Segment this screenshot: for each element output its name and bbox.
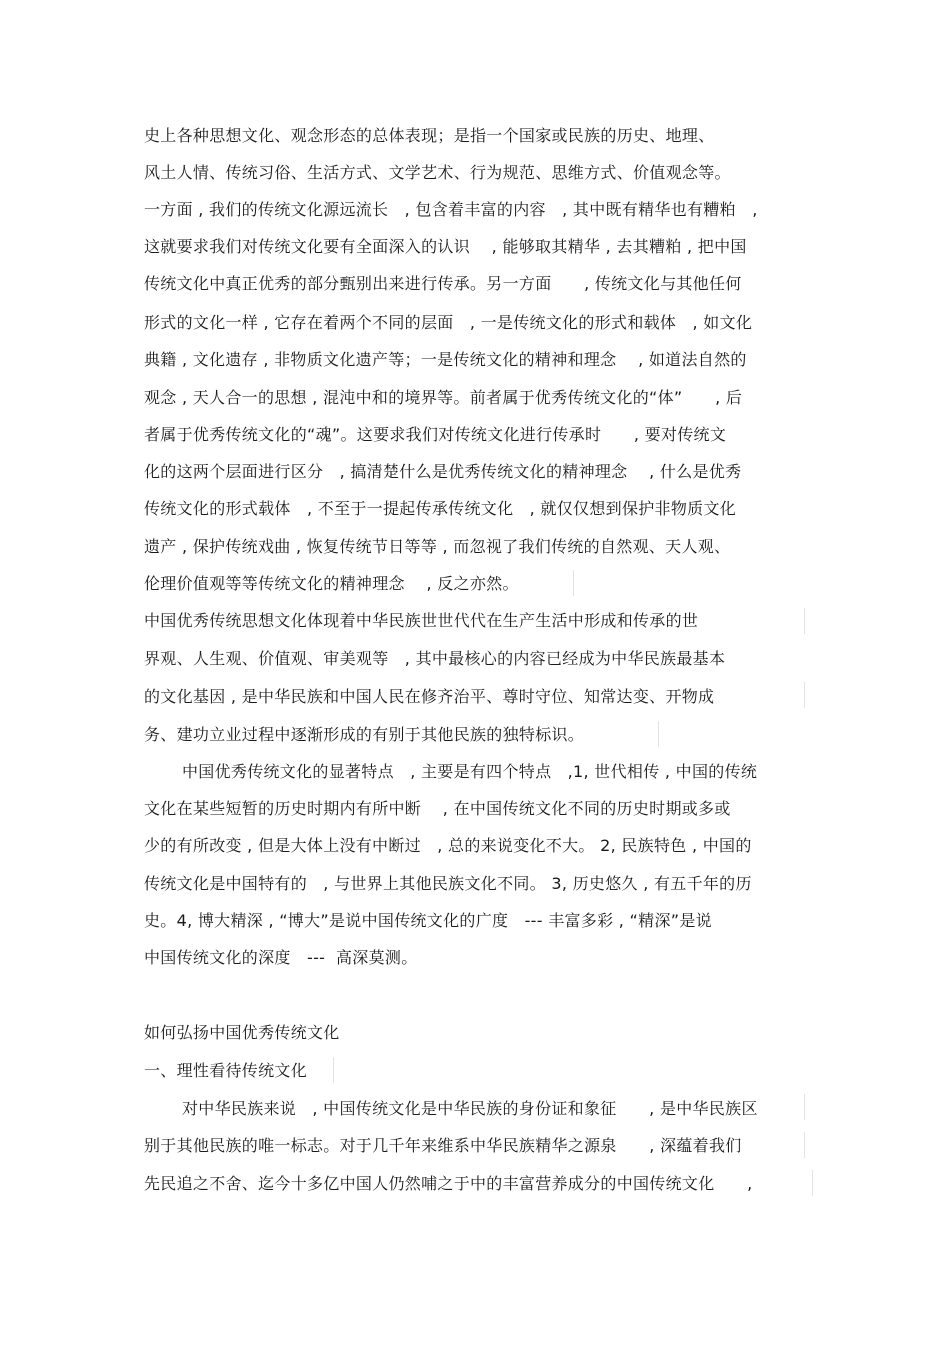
scan-edge-mark (812, 1170, 813, 1196)
subsection-heading: 一、理性看待传统文化 (144, 1061, 308, 1080)
text-line: 先民追之不舍、迄今十多亿中国人仍然哺之于中的丰富营养成分的中国传统文化 , (144, 1174, 753, 1193)
text-line: 传统文化的形式载体 , 不至于一提起传承传统文化 , 就仅仅想到保护非物质文化 (144, 499, 737, 518)
text-line: 史。4, 博大精深 , “博大”是说中国传统文化的广度 --- 丰富多彩 , “精深”是说 (144, 911, 712, 930)
text-line: 少的有所改变 , 但是大体上没有中断过 , 总的来说变化不大。 2, 民族特色 , 中国的 (144, 836, 752, 855)
text-line: 文化在某些短暂的历史时期内有所中断 , 在中国传统文化不同的历史时期或多或 (144, 799, 731, 818)
text-line: 中国优秀传统文化的显著特点 , 主要是有四个特点 ,1, 世代相传 , 中国的传统 (182, 762, 758, 781)
text-line: 界观、人生观、价值观、审美观等 , 其中最核心的内容已经成为中华民族最基本 (144, 649, 726, 668)
text-line: 务、建功立业过程中逐渐形成的有别于其他民族的独特标识。 (144, 725, 585, 744)
text-line: 伦理价值观等等传统文化的精神理念 , 反之亦然。 (144, 574, 519, 593)
text-line: 形式的文化一样 , 它存在着两个不同的层面 , 一是传统文化的形式和载体 , 如文化 (144, 313, 753, 332)
text-line: 传统文化是中国特有的 , 与世界上其他民族文化不同。 3, 历史悠久 , 有五千年的历 (144, 874, 752, 893)
text-line: 传统文化中真正优秀的部分甄别出来进行传承。另一方面 , 传统文化与其他任何 (144, 274, 742, 293)
scan-edge-mark (804, 682, 805, 708)
text-line: 中国优秀传统思想文化体现着中华民族世世代代在生产生活中形成和传承的世 (144, 611, 699, 630)
text-line: 典籍 , 文化遗存 , 非物质文化遗产等；一是传统文化的精神和理念 , 如道法自然的 (144, 350, 747, 369)
text-line: 对中华民族来说 , 中国传统文化是中华民族的身份证和象征 , 是中华民族区 (182, 1099, 758, 1118)
text-line: 别于其他民族的唯一标志。对于几千年来维系中华民族精华之源泉 , 深蕴着我们 (144, 1136, 742, 1155)
text-line: 化的这两个层面进行区分 , 搞清楚什么是优秀传统文化的精神理念 , 什么是优秀 (144, 462, 742, 481)
text-line: 风土人情、传统习俗、生活方式、文学艺术、行为规范、思维方式、价值观念等。 (144, 163, 731, 182)
scan-edge-mark (573, 570, 574, 596)
scan-edge-mark (804, 1132, 805, 1158)
text-line: 观念 , 天人合一的思想 , 混沌中和的境界等。前者属于优秀传统文化的“体” , 后 (144, 388, 743, 407)
text-line: 这就要求我们对传统文化要有全面深入的认识 , 能够取其精华 , 去其糟粕 , 把中国 (144, 237, 747, 256)
text-line: 中国传统文化的深度 --- 高深莫测。 (144, 948, 418, 967)
scan-edge-mark (804, 608, 805, 634)
text-line: 一方面 , 我们的传统文化源远流长 , 包含着丰富的内容 , 其中既有精华也有糟粕 , (144, 200, 758, 219)
scan-edge-mark (333, 1057, 334, 1083)
text-line: 史上各种思想文化、观念形态的总体表现；是指一个国家或民族的历史、地理、 (144, 126, 715, 145)
scan-edge-mark (804, 1094, 805, 1120)
text-line: 者属于优秀传统文化的“魂”。这要求我们对传统文化进行传承时 , 要对传统文 (144, 425, 727, 444)
text-line: 的文化基因 , 是中华民族和中国人民在修齐治平、尊时守位、知常达变、开物成 (144, 687, 715, 706)
text-line: 遗产 , 保护传统戏曲 , 恢复传统节日等等 , 而忽视了我们传统的自然观、天人观、 (144, 537, 731, 556)
section-heading: 如何弘扬中国优秀传统文化 (144, 1023, 340, 1042)
scan-edge-mark (658, 721, 659, 747)
